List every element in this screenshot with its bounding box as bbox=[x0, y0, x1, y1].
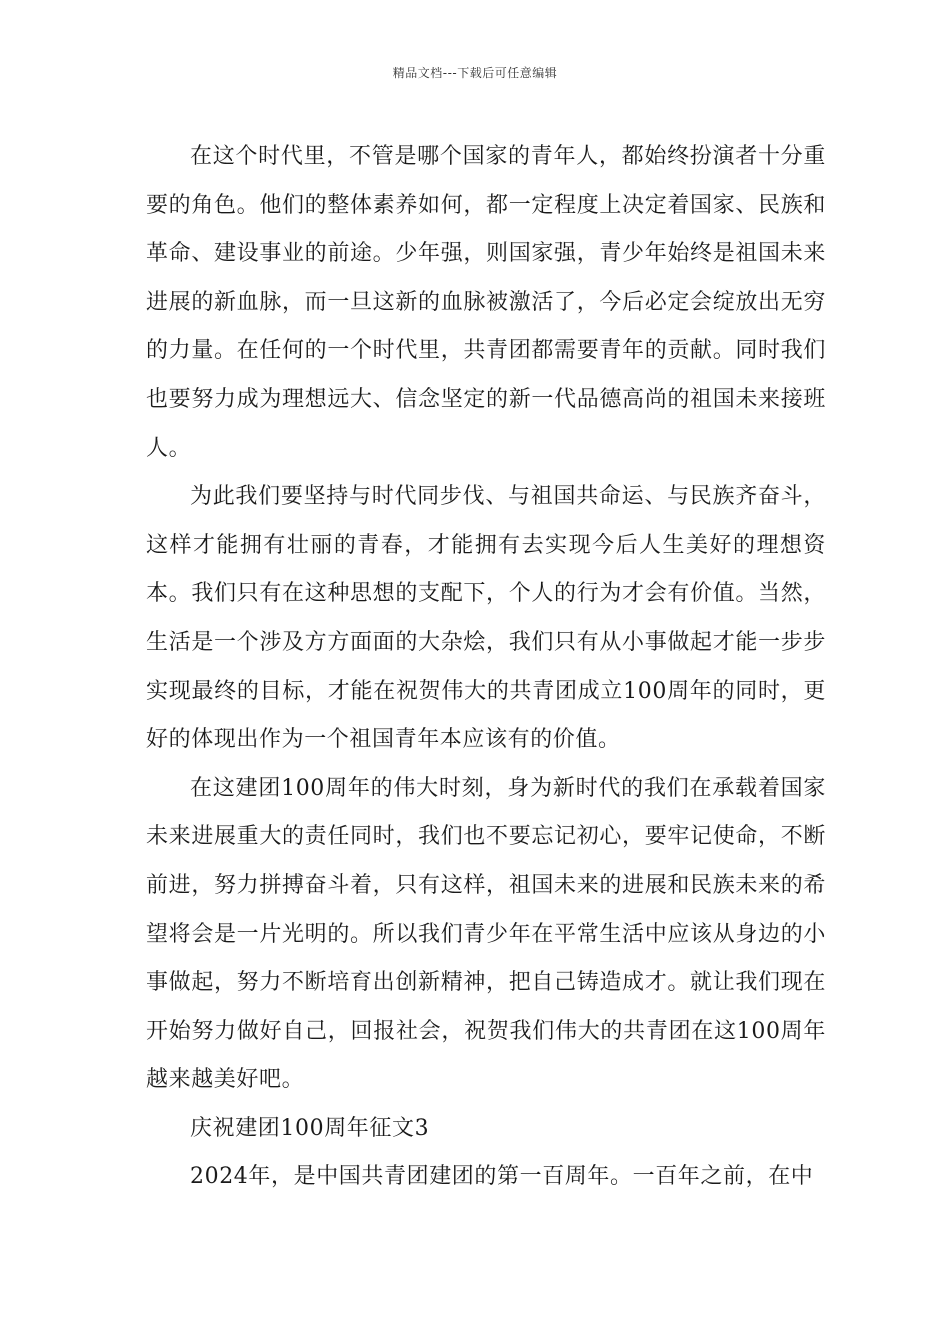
page-header: 精品文档---下载后可任意编辑 bbox=[392, 66, 558, 80]
paragraph-3: 在这建团100周年的伟大时刻，身为新时代的我们在承载着国家未来进展重大的责任同时，我们也不要忘记初心，要牢记使命，不断前进，努力拼搏奋斗着，只有这样，祖国未来的进展和民族未来的希望将会是一片光明的。所以我们青少年在平常生活中应该从身边的小事做起，努力不断培育出创新精神，把自己铸造成才。就让我们现在开始努力做好自己，回报社会，祝贺我们伟大的共青团在这100周年越来越美好吧。 bbox=[146, 775, 826, 1093]
paragraph-1: 在这个时代里，不管是哪个国家的青年人，都始终扮演者十分重要的角色。他们的整体素养如何，都一定程度上决定着国家、民族和革命、建设事业的前途。少年强，则国家强，青少年始终是祖国未来进展的新血脉，而一旦这新的血脉被激活了，今后必定会绽放出无穷的力量。在任何的一个时代里，共青团都需要青年的贡献。同时我们也要努力成为理想远大、信念坚定的新一代品德高尚的祖国未来接班人。 bbox=[146, 144, 826, 461]
paragraph-4: 2024年，是中国共青团建团的第一百周年。一百年之前，在中 bbox=[190, 1164, 814, 1190]
paragraph-2: 为此我们要坚持与时代同步伐、与祖国共命运、与民族齐奋斗，这样才能拥有壮丽的青春，才能拥有去实现今后人生美好的理想资本。我们只有在这种思想的支配下，个人的行为才会有价值。当然，生活是一个涉及方方面面的大杂烩，我们只有从小事做起才能一步步实现最终的目标，才能在祝贺伟大的共青团成立100周年的同时，更好的体现出作为一个祖国青年本应该有的价值。 bbox=[146, 484, 826, 753]
document-body bbox=[146, 133, 826, 1202]
section-title: 庆祝建团100周年征文3 bbox=[190, 1115, 430, 1141]
